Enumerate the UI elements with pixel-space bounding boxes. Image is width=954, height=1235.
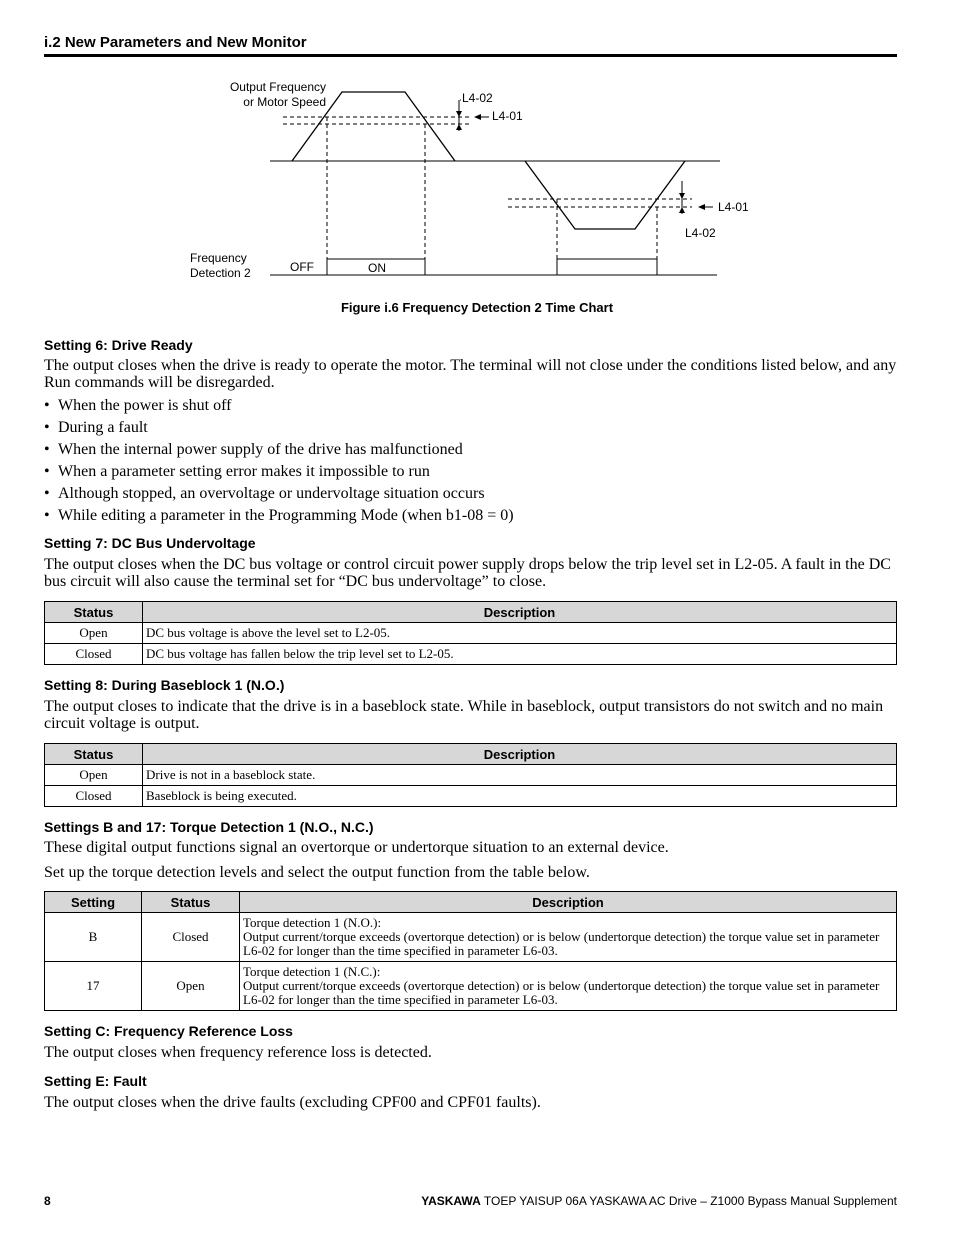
page-number: 8 [44,1194,51,1208]
description-cell: Torque detection 1 (N.C.): Output current/torque exceeds (overtorque detection) or is below (undertorque detection) the torque value set in parameter L6-02 for longer than the time specified in parameter L6-03. [240,962,897,1011]
l4-lower-arrow-up [679,207,685,213]
description-cell: Drive is not in a baseblock state. [143,765,897,786]
l4-01-upper-label: L4-01 [492,109,523,123]
list-item: • Although stopped, an overvoltage or undervoltage situation occurs [44,485,485,502]
l4-01-lower-leader-arrow [698,204,705,210]
table-row [45,765,897,786]
output-frequency-label: Output Frequency or Motor Speed [229,80,326,109]
setting-cell: 17 [45,962,142,1011]
table-header-setting: Setting [45,892,142,913]
off-label: OFF [290,260,314,274]
list-item: • While editing a parameter in the Programming Mode (when b1-08 = 0) [44,507,514,524]
list-item: • When the internal power supply of the drive has malfunctioned [44,441,463,458]
drive-ready-conditions [44,395,897,527]
setting-6-title: Setting 6: Drive Ready [44,337,193,353]
l4-upper-arrow-up [456,124,462,130]
table-row [45,623,897,644]
setting-7-title: Setting 7: DC Bus Undervoltage [44,535,256,551]
l4-upper-arrow-down [456,111,462,117]
l4-01-lower-label: L4-01 [718,200,749,214]
l4-lower-arrow-down [679,193,685,199]
list-item: • During a fault [44,419,148,436]
table-row [45,913,897,962]
status-cell: Open [45,765,143,786]
frequency-detection-2-label: Frequency Detection 2 [190,251,251,280]
description-cell: Torque detection 1 (N.O.): Output current/torque exceeds (overtorque detection) or is below (undertorque detection) the torque value set in parameter L6-02 for longer than the time specified in parameter L6-03. [240,913,897,962]
section-title: i.2 New Parameters and New Monitor [44,34,897,57]
l4-01-upper-leader-arrow [474,114,481,120]
setting-e-title: Setting E: Fault [44,1073,147,1089]
setting-7-body: The output closes when the DC bus voltage or control circuit power supply drops below the trip level set in L2-05. A fault in the DC bus circuit will also cause the terminal set for “DC bus undervoltage” to close. [44,556,891,590]
setting-b17-body-1: These digital output functions signal an overtorque or undertorque situation to an external device. [44,839,669,856]
setting-b17-title: Settings B and 17: Torque Detection 1 (N.O., N.C.) [44,819,374,835]
footer-brand: YASKAWA [421,1194,481,1208]
table-header-status: Status [45,744,143,765]
table-header-description: Description [143,602,897,623]
setting-6-body: The output closes when the drive is ready to operate the motor. The terminal will not close under the conditions listed below, and any Run commands will be disregarded. [44,357,897,391]
status-cell: Closed [45,644,143,665]
reverse-frequency-profile [525,161,685,229]
setting-c-body: The output closes when frequency reference loss is detected. [44,1044,432,1061]
frequency-detection-time-chart [180,76,749,286]
page-content [44,336,897,1111]
table-header-status: Status [142,892,240,913]
description-cell: DC bus voltage has fallen below the trip level set to L2-05. [143,644,897,665]
status-cell: Closed [45,786,143,807]
table-row [45,962,897,1011]
detection-on-pulse-reverse [557,259,657,275]
on-label: ON [368,261,386,275]
figure-caption: Figure i.6 Frequency Detection 2 Time Chart [340,300,614,315]
list-item: • When the power is shut off [44,397,232,414]
table-row [45,644,897,665]
table-header-description: Description [143,744,897,765]
setting-8-body: The output closes to indicate that the drive is in a baseblock state. While in baseblock, output transistors do not switch and no main circuit voltage is output. [44,698,884,732]
setting-cell: B [45,913,142,962]
setting-c-title: Setting C: Frequency Reference Loss [44,1023,293,1039]
torque-detection-table [44,891,897,1011]
l4-02-upper-label: L4-02 [462,91,493,105]
footer-doc-title: TOEP YAISUP 06A YASKAWA AC Drive – Z1000 Bypass Manual Supplement [480,1194,897,1208]
dc-bus-status-table [44,601,897,665]
description-cell: Baseblock is being executed. [143,786,897,807]
baseblock-status-table [44,743,897,807]
table-header-description: Description [240,892,897,913]
table-header-status: Status [45,602,143,623]
status-cell: Open [45,623,143,644]
status-cell: Closed [142,913,240,962]
setting-8-title: Setting 8: During Baseblock 1 (N.O.) [44,677,285,693]
l4-02-lower-label: L4-02 [685,226,716,240]
description-cell: DC bus voltage is above the level set to L2-05. [143,623,897,644]
setting-b17-body-2: Set up the torque detection levels and select the output function from the table below. [44,864,590,881]
status-cell: Open [142,962,240,1011]
table-row [45,786,897,807]
list-item: • When a parameter setting error makes it impossible to run [44,463,430,480]
document-footer [421,1194,897,1208]
setting-e-body: The output closes when the drive faults (excluding CPF00 and CPF01 faults). [44,1094,541,1111]
